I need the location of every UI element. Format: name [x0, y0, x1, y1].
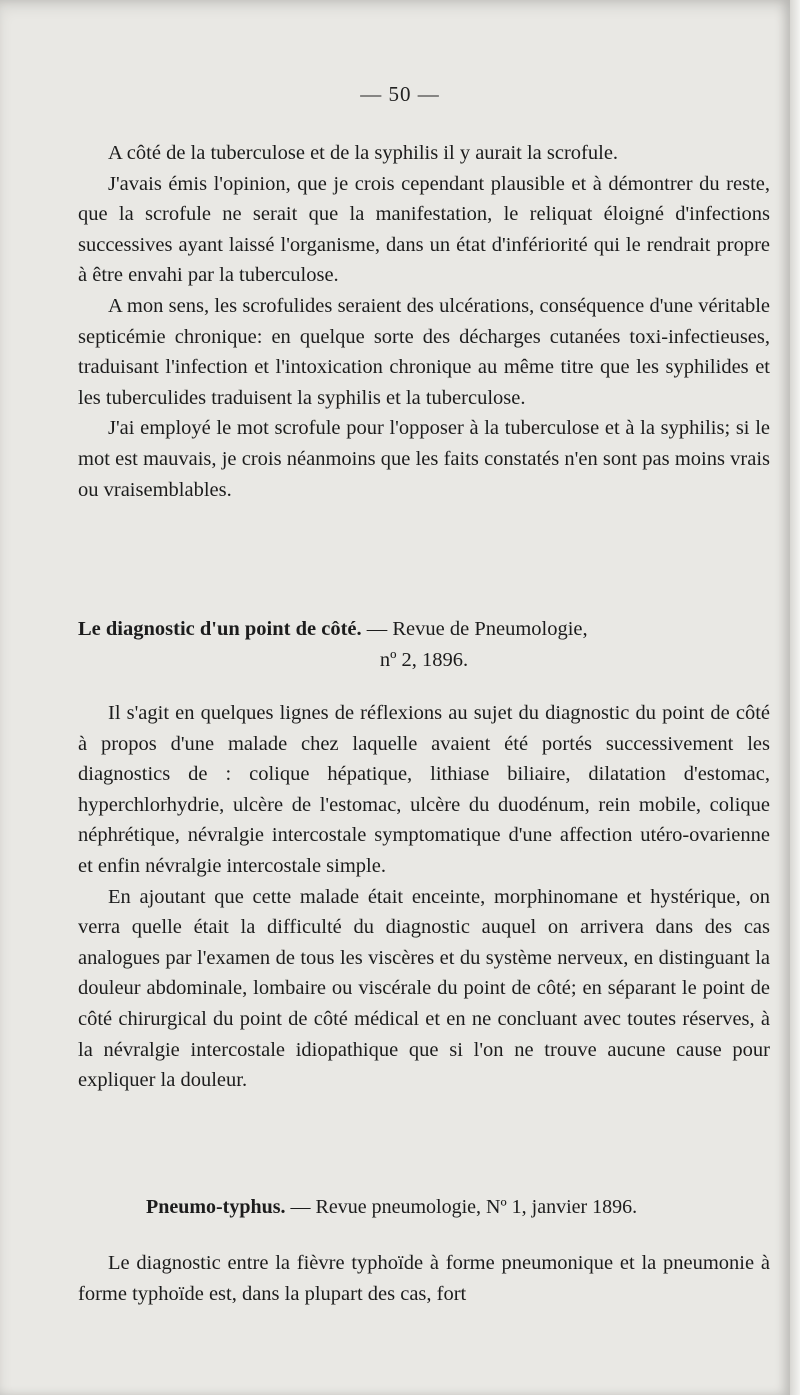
paragraph: A mon sens, les scrofulides seraient des ulcérations, conséquence d'une véritable septicémie chronique: en quelque sorte des décharges cutanées toxi-infectieuses, traduisant l'infection et l'intoxication chronique au même titre que les syphilides et les tuberculides traduisent la syphilis et la tuberculose. [78, 294, 770, 409]
page-number: — 50 — [360, 82, 440, 106]
section-pneumo-heading [78, 1192, 770, 1222]
section-source: — Revue pneumologie, Nº 1, janvier 1896. [285, 1196, 638, 1218]
section-source: — Revue de Pneumologie, [366, 618, 588, 640]
paragraph: J'ai employé le mot scrofule pour l'opposer à la tuberculose et à la syphilis; si le mot est mauvais, je crois néanmoins que les faits constatés n'en sont pas moins vrais ou vraisemblables. [78, 417, 770, 501]
section-source-line2: nº 2, 1896. [379, 648, 469, 671]
section-pneumo-body [78, 1248, 770, 1309]
paragraph: Il s'agit en quelques lignes de réflexions au sujet du diagnostic du point de côté à propos d'une malade chez laquelle avaient été portés successivement les diagnostics de : colique hépatique, lithiase biliaire, dilatation d'estomac, hyperchlorhydrie, ulcère de l'estomac, ulcère du duodénum, rein mobile, colique néphrétique, névralgie intercostale symptomatique d'une affection utéro-ovarienne et enfin névralgie intercostale simple. [78, 702, 770, 877]
paragraph: A côté de la tuberculose et de la syphilis il y aurait la scrofule. [108, 142, 619, 164]
section-title: Pneumo-typhus. [146, 1196, 286, 1218]
paragraph: En ajoutant que cette malade était enceinte, morphinomane et hystérique, on verra quelle était la difficulté du diagnostic auquel on arrivera dans des cas analogues par l'examen de tous les viscères et du système nerveux, en distinguant la douleur abdominale, lombaire ou viscérale du point de côté; en séparant le point de côté chirurgical du point de côté médical et en ne concluant avec toutes réserves, à la névralgie intercostale idiopathique que si l'on ne trouve aucune cause pour expliquer la douleur. [78, 885, 770, 1092]
paragraph: Le diagnostic entre la fièvre typhoïde à forme pneumonique et la pneumonie à forme typhoïde est, dans la plupart des cas, fort [78, 1252, 770, 1305]
section-heading [78, 1192, 770, 1222]
paragraph: J'avais émis l'opinion, que je crois cependant plausible et à démontrer du reste, que la scrofule ne serait que la manifestation, le reliquat éloigné d'infections successives ayant laissé l'organisme, dans un état d'infériorité qui le rendrait propre à être envahi par la tuberculose. [78, 172, 770, 287]
section-diagnostic-body [78, 698, 770, 1096]
section-diagnostic-heading [78, 614, 770, 675]
page-edge [790, 0, 800, 1395]
top-text [78, 138, 770, 505]
section-heading [78, 614, 770, 645]
section-title: Le diagnostic d'un point de côté. [78, 618, 362, 640]
